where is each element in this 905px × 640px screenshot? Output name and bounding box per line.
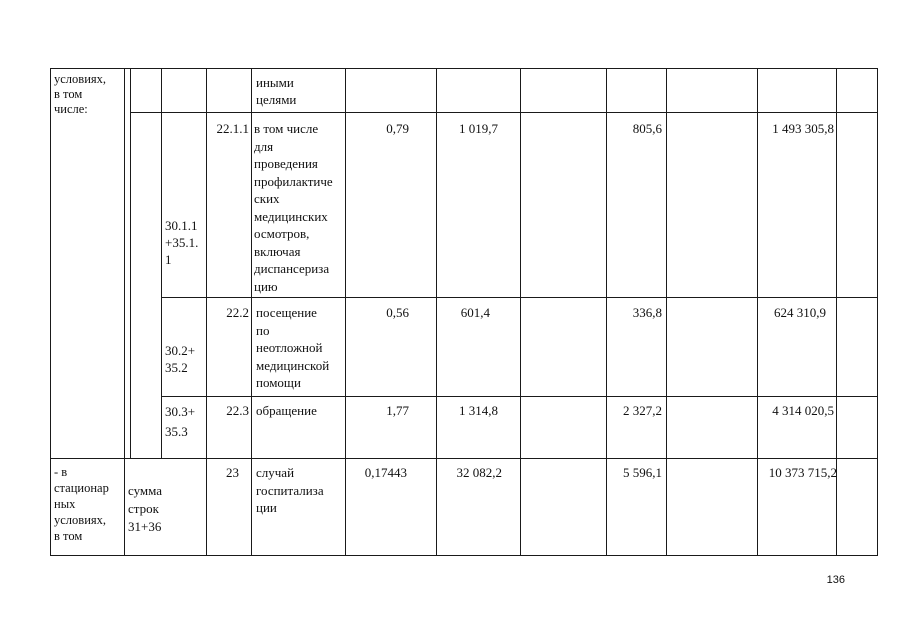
value-2: 32 082,2 — [456, 465, 502, 480]
row-reference: 30.1.1 +35.1. 1 — [165, 218, 199, 267]
value-1: 0,79 — [386, 121, 409, 136]
row-number: 22.1.1 — [216, 121, 249, 136]
row-description: в том числе для проведения профилактиче ских медицинских осмотров, включая диспансериза цию — [254, 121, 333, 294]
table-border-right — [877, 68, 878, 556]
col-divider — [130, 68, 131, 458]
row-divider — [130, 112, 878, 113]
row-description: посещение по неотложной медицинской помощи — [256, 305, 330, 390]
value-4: 10 373 715,2 — [768, 465, 837, 480]
row-divider — [50, 458, 878, 459]
row-reference: сумма строк 31+36 — [128, 483, 163, 534]
row-label: условиях, в том числе: — [54, 72, 107, 116]
value-4: 624 310,9 — [774, 305, 826, 320]
value-1: 1,77 — [386, 403, 409, 418]
col-divider — [836, 68, 837, 556]
value-2: 601,4 — [460, 305, 490, 320]
col-divider — [161, 68, 162, 458]
table-border-top — [50, 68, 878, 69]
value-3: 805,6 — [632, 121, 662, 136]
row-reference: 30.3+ 35.3 — [165, 404, 196, 439]
value-4: 1 493 305,8 — [772, 121, 834, 136]
value-3: 336,8 — [632, 305, 662, 320]
table-border-bottom — [50, 555, 878, 556]
row-reference: 30.2+ 35.2 — [165, 343, 196, 375]
table-border-left — [50, 68, 51, 556]
value-3: 2 327,2 — [623, 403, 662, 418]
value-2: 1 314,8 — [459, 403, 498, 418]
value-1: 0,56 — [386, 305, 409, 320]
col-divider — [251, 68, 252, 556]
value-2: 1 019,7 — [459, 121, 498, 136]
value-4: 4 314 020,5 — [772, 403, 834, 418]
col-divider — [124, 68, 125, 556]
value-1: 0,17443 — [364, 465, 407, 480]
row-number: 22.2 — [226, 305, 249, 320]
row-description: случай госпитализа ции — [256, 465, 324, 515]
value-3: 5 596,1 — [623, 465, 662, 480]
row-description: обращение — [256, 403, 317, 418]
row-label: - в стационар ных условиях, в том — [54, 465, 109, 543]
row-number: 23 — [226, 465, 239, 480]
page-number: 136 — [826, 574, 845, 586]
data-table — [50, 68, 878, 556]
col-divider — [666, 68, 667, 556]
row-description: иными целями — [256, 75, 297, 107]
row-number: 22.3 — [226, 403, 249, 418]
col-divider — [520, 68, 521, 556]
